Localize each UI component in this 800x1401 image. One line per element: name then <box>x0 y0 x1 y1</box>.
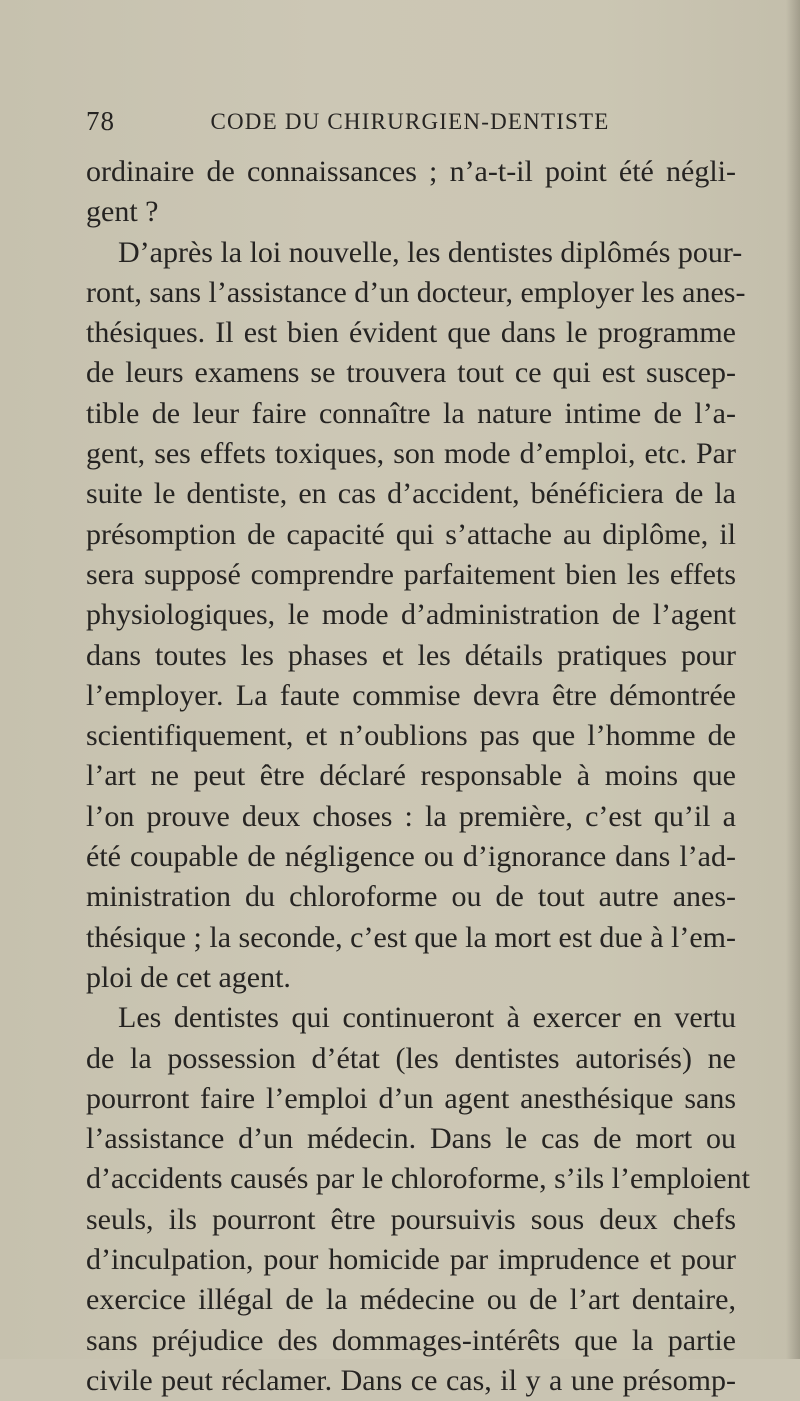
text-line: thésique ; la seconde, c’est que la mort est due à l’em- <box>86 920 736 954</box>
page-number: 78 <box>86 106 115 136</box>
text-line: d’accidents causés par le chloroforme, s’ils l’emploient <box>86 1162 750 1196</box>
text-line: l’on prouve deux choses : la première, c’est qu’il a <box>86 799 736 833</box>
text-line: ploi de cet agent. <box>86 960 291 994</box>
text-line: d’inculpation, pour homicide par imprudence et pour <box>86 1243 736 1277</box>
text-line: pourront faire l’emploi d’un agent anesthésique sans <box>86 1081 736 1115</box>
text-line: ront, sans l’assistance d’un docteur, employer les anes- <box>86 275 746 309</box>
text-line: ministration du chloroforme ou de tout autre anes- <box>86 880 736 914</box>
text-line: de leurs examens se trouvera tout ce qui est suscep- <box>86 356 736 390</box>
text-line: thésiques. Il est bien évident que dans le programme <box>86 316 736 350</box>
text-line: l’employer. La faute commise devra être démontrée <box>86 678 736 712</box>
text-line: seuls, ils pourront être poursuivis sous deux chefs <box>86 1202 736 1236</box>
text-line: été coupable de négligence ou d’ignorance dans l’ad- <box>86 840 736 874</box>
page-header <box>86 106 734 140</box>
text-line: Les dentistes qui continueront à exercer en vertu <box>118 1001 736 1035</box>
text-line: l’art ne peut être déclaré responsable à moins que <box>86 759 736 793</box>
text-line: sera supposé comprendre parfaitement bien les effets <box>86 557 736 591</box>
text-line: D’après la loi nouvelle, les dentistes diplômés pour- <box>118 235 743 269</box>
text-line: gent ? <box>86 195 159 229</box>
text-line: physiologiques, le mode d’administration de l’agent <box>86 598 736 632</box>
text-line: civile peut réclamer. Dans ce cas, il y a une présomp- <box>86 1363 736 1397</box>
text-line: tible de leur faire connaître la nature intime de l’a- <box>86 396 736 430</box>
text-line: scientifiquement, et n’oublions pas que l’homme de <box>86 719 736 753</box>
text-line: exercice illégal de la médecine ou de l’art dentaire, <box>86 1283 736 1317</box>
text-line: gent, ses effets toxiques, son mode d’emploi, etc. Par <box>86 437 736 471</box>
text-line: suite le dentiste, en cas d’accident, bénéficiera de la <box>86 477 736 511</box>
body-text <box>86 152 750 1401</box>
text-line: sans préjudice des dommages-intérêts que la partie <box>86 1323 736 1357</box>
running-title: CODE DU CHIRURGIEN-DENTISTE <box>210 109 610 134</box>
page-edge-shadow <box>786 0 800 1359</box>
text-line: présomption de capacité qui s’attache au diplôme, il <box>86 517 736 551</box>
text-line: dans toutes les phases et les détails pratiques pour <box>86 638 736 672</box>
text-line: ordinaire de connaissances ; n’a-t-il point été négli- <box>86 155 736 188</box>
text-line: l’assistance d’un médecin. Dans le cas de mort ou <box>86 1122 736 1156</box>
text-line: de la possession d’état (les dentistes autorisés) ne <box>86 1041 736 1075</box>
